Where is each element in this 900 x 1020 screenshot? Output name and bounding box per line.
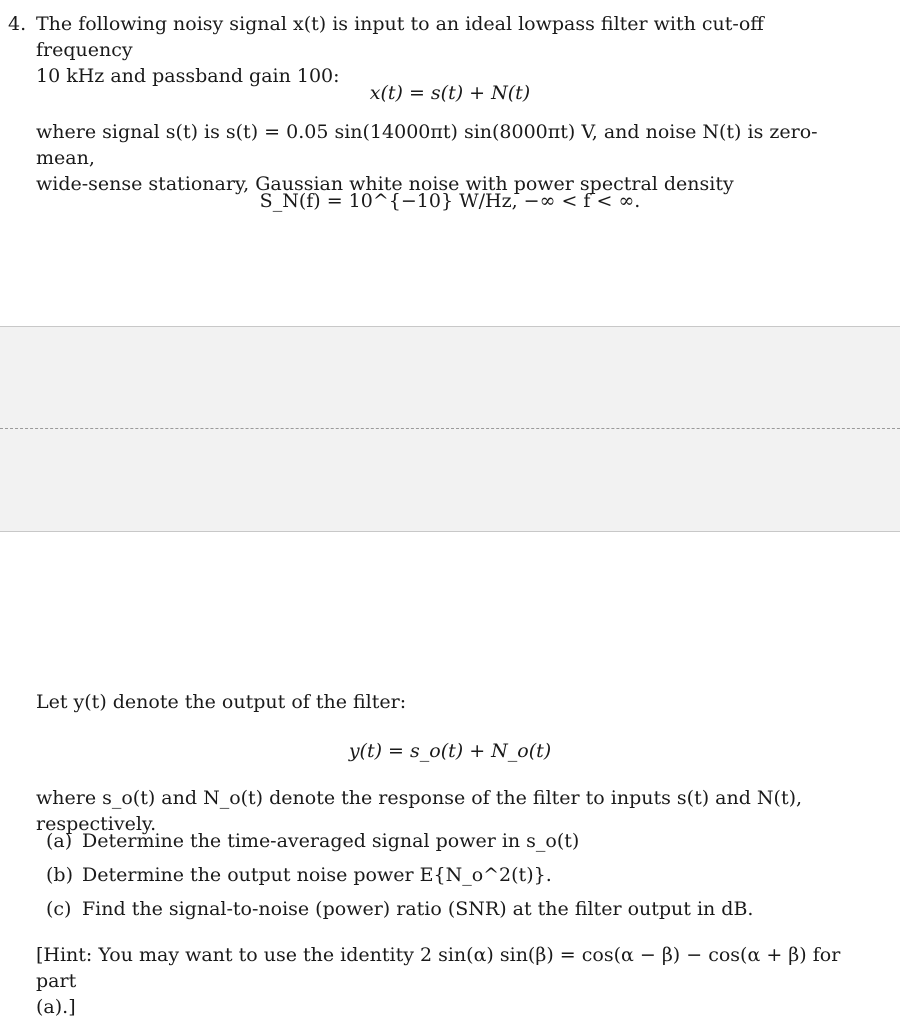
output-description: where s_o(t) and N_o(t) denote the response of the filter to inputs s(t) and N(t), respectively. xyxy=(36,787,803,835)
hint xyxy=(36,942,866,1020)
answer-area[interactable] xyxy=(0,326,900,532)
intro-line-2: 10 kHz and passband gain 100: xyxy=(36,65,340,87)
equation-output: y(t) = s_o(t) + N_o(t) xyxy=(348,740,552,762)
part-label: (b) xyxy=(46,864,73,886)
intro-line-1: The following noisy signal x(t) is input to an ideal lowpass filter with cut-off frequency xyxy=(36,13,764,61)
part-text: Find the signal-to-noise (power) ratio (SNR) at the filter output in dB. xyxy=(82,898,754,920)
part-text: Determine the output noise power E{N_o^2(t)}. xyxy=(82,864,552,886)
parts-list xyxy=(46,828,866,930)
part-c xyxy=(46,896,866,930)
problem-number: 4. xyxy=(8,13,27,35)
signal-description xyxy=(36,119,866,197)
dashed-divider xyxy=(0,428,900,429)
problem-intro xyxy=(36,11,866,89)
part-a xyxy=(46,828,866,862)
hint-line-1: [Hint: You may want to use the identity 2 sin(α) sin(β) = cos(α − β) − cos(α + β) for part xyxy=(36,944,841,992)
equation-psd: S_N(f) = 10^{−10} W/Hz, −∞ < f < ∞. xyxy=(259,190,641,212)
part-text: Determine the time-averaged signal power in s_o(t) xyxy=(82,830,580,852)
part-b xyxy=(46,862,866,896)
equation-input: x(t) = s(t) + N(t) xyxy=(369,82,531,104)
where-line-2: wide-sense stationary, Gaussian white noise with power spectral density xyxy=(36,173,734,195)
part-label: (a) xyxy=(46,830,73,852)
where-line-1: where signal s(t) is s(t) = 0.05 sin(14000πt) sin(8000πt) V, and noise N(t) is zero-mean, xyxy=(36,121,818,169)
part-label: (c) xyxy=(46,898,72,920)
hint-line-2: (a).] xyxy=(36,996,76,1018)
output-intro: Let y(t) denote the output of the filter: xyxy=(36,691,407,713)
